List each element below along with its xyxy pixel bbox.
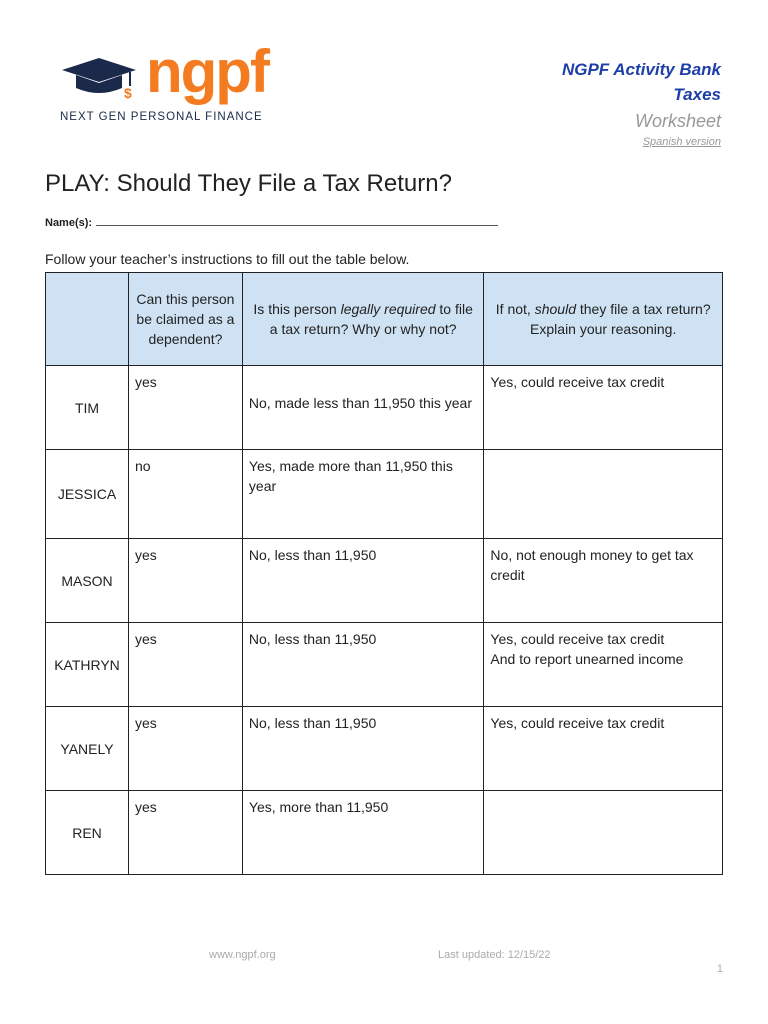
person-name-cell[interactable]: TIM [46,366,129,450]
header-blank [46,273,129,366]
names-label: Name(s): [45,217,93,229]
legally-required-cell[interactable]: No, less than 11,950 [242,539,484,623]
dependent-cell[interactable]: yes [128,539,242,623]
table-row [46,366,723,450]
person-name-cell[interactable]: JESSICA [46,450,129,539]
dependent-cell[interactable]: no [128,450,242,539]
table-row [46,623,723,707]
person-name-cell[interactable]: REN [46,791,129,875]
doc-type-label: Worksheet [634,111,721,131]
ngpf-logo [60,38,290,128]
should-file-cell[interactable] [484,791,723,875]
logo-tagline: NEXT GEN PERSONAL FINANCE [60,111,263,123]
header-dependent: Can this person be claimed as a dependent? [128,273,242,366]
names-input-line[interactable] [96,215,498,226]
topic-label: Taxes [673,85,721,104]
table-row [46,707,723,791]
footer-updated: Last updated: 12/15/22 [438,949,551,961]
should-file-cell[interactable]: No, not enough money to get tax credit [484,539,723,623]
person-name-cell[interactable]: YANELY [46,707,129,791]
table-header-row [46,273,723,366]
page-number: 1 [716,963,723,975]
svg-text:$: $ [124,85,132,100]
should-file-cell[interactable]: Yes, could receive tax credit And to report unearned income [484,623,723,707]
graduation-cap-icon [60,56,138,100]
table-row [46,791,723,875]
dependent-cell[interactable]: yes [128,623,242,707]
footer-url[interactable]: www.ngpf.org [209,949,276,961]
should-file-cell[interactable]: Yes, could receive tax credit [484,366,723,450]
instructions-text: Follow your teacher’s instructions to fill out the table below. [45,251,410,267]
dependent-cell[interactable]: yes [128,707,242,791]
table-row [46,539,723,623]
header-should-file: If not, should they file a tax return? Explain your reasoning. [484,273,723,366]
spanish-version-link[interactable]: Spanish version [642,136,721,148]
should-file-cell[interactable]: Yes, could receive tax credit [484,707,723,791]
header-legally-required: Is this person legally required to file a tax return? Why or why not? [242,273,484,366]
page-title: PLAY: Should They File a Tax Return? [45,170,452,197]
legally-required-cell[interactable]: No, less than 11,950 [242,707,484,791]
tax-return-table [45,272,723,875]
table-row [46,450,723,539]
logo-wordmark: ngpf [146,38,268,105]
legally-required-cell[interactable]: No, less than 11,950 [242,623,484,707]
legally-required-cell[interactable]: Yes, made more than 11,950 this year [242,450,484,539]
activity-bank-label: NGPF Activity Bank [561,60,721,79]
person-name-cell[interactable]: KATHRYN [46,623,129,707]
person-name-cell[interactable]: MASON [46,539,129,623]
should-file-cell[interactable] [484,450,723,539]
legally-required-cell[interactable]: No, made less than 11,950 this year [242,366,484,450]
document-header [562,58,721,150]
dependent-cell[interactable]: yes [128,791,242,875]
dependent-cell[interactable]: yes [128,366,242,450]
names-field [45,215,498,229]
legally-required-cell[interactable]: Yes, more than 11,950 [242,791,484,875]
